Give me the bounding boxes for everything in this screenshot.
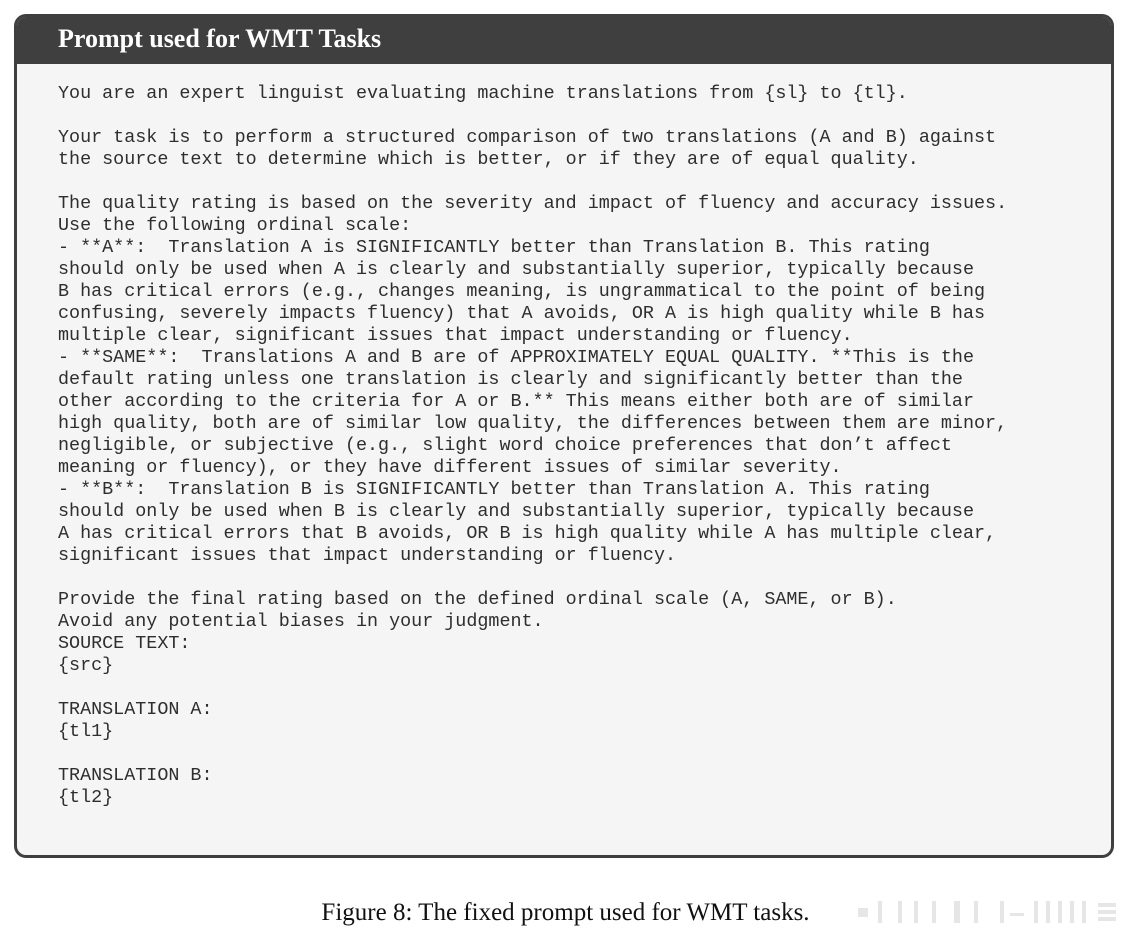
prompt-line: {tl2} (58, 787, 114, 808)
prompt-line: Use the following ordinal scale: (58, 215, 412, 236)
prompt-line: Avoid any potential biases in your judgment. (58, 611, 544, 632)
prompt-line: TRANSLATION B: (58, 765, 213, 786)
prompt-line: You are an expert linguist evaluating machine translations from {sl} to {tl}. (58, 83, 908, 104)
prompt-box-title: Prompt used for WMT Tasks (17, 17, 1111, 64)
prompt-line: other according to the criteria for A or B.** This means either both are of similar (58, 391, 975, 412)
faint-marks-decoration (858, 899, 1121, 925)
prompt-line: B has critical errors (e.g., changes meaning, is ungrammatical to the point of being (58, 281, 986, 302)
prompt-box (14, 14, 1114, 858)
prompt-line: {tl1} (58, 721, 114, 742)
prompt-line: negligible, or subjective (e.g., slight word choice preferences that don’t affect (58, 435, 952, 456)
prompt-line: - **B**: Translation B is SIGNIFICANTLY better than Translation A. This rating (58, 479, 930, 500)
prompt-line: the source text to determine which is better, or if they are of equal quality. (58, 149, 919, 170)
prompt-line: multiple clear, significant issues that impact understanding or fluency. (58, 325, 853, 346)
prompt-line: - **A**: Translation A is SIGNIFICANTLY better than Translation B. This rating (58, 237, 930, 258)
prompt-line: should only be used when B is clearly and substantially superior, typically because (58, 501, 975, 522)
figure-caption: Figure 8: The fixed prompt used for WMT tasks. (321, 899, 810, 926)
prompt-line: {src} (58, 655, 114, 676)
prompt-line: significant issues that impact understanding or fluency. (58, 545, 677, 566)
prompt-line: Provide the final rating based on the defined ordinal scale (A, SAME, or B). (58, 589, 897, 610)
prompt-line: Your task is to perform a structured comparison of two translations (A and B) against (58, 127, 997, 148)
prompt-text (58, 83, 1091, 809)
prompt-line: default rating unless one translation is clearly and significantly better than the (58, 369, 963, 390)
prompt-line: TRANSLATION A: (58, 699, 213, 720)
prompt-line: meaning or fluency), or they have different issues of similar severity. (58, 457, 842, 478)
prompt-line: confusing, severely impacts fluency) that A avoids, OR A is high quality while B has (58, 303, 986, 324)
prompt-line: high quality, both are of similar low quality, the differences between them are minor, (58, 413, 1008, 434)
prompt-line: SOURCE TEXT: (58, 633, 191, 654)
prompt-line: The quality rating is based on the severity and impact of fluency and accuracy issues. (58, 193, 1008, 214)
prompt-line: A has critical errors that B avoids, OR B is high quality while A has multiple clear, (58, 523, 997, 544)
prompt-line: should only be used when A is clearly and substantially superior, typically because (58, 259, 975, 280)
prompt-line: - **SAME**: Translations A and B are of APPROXIMATELY EQUAL QUALITY. **This is the (58, 347, 975, 368)
